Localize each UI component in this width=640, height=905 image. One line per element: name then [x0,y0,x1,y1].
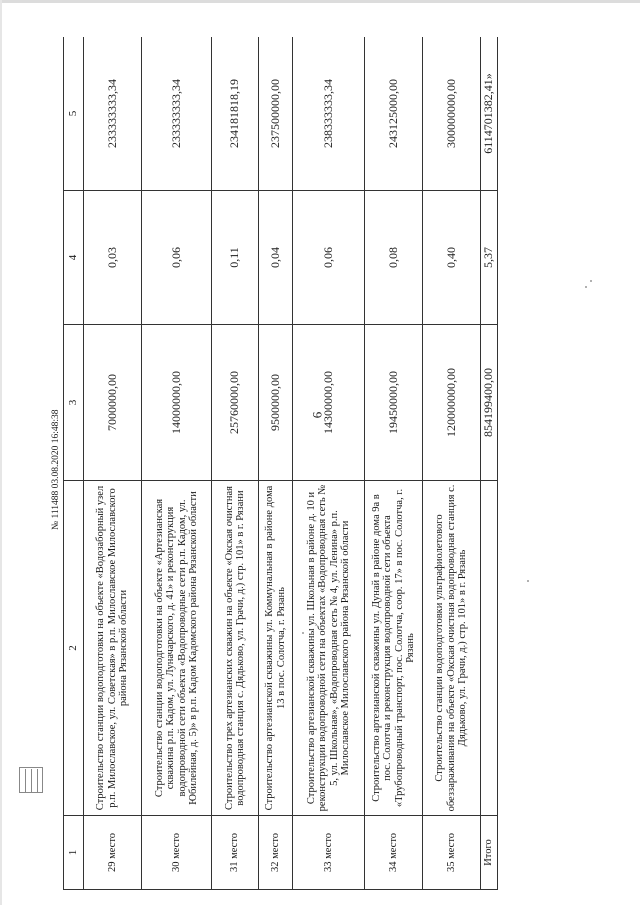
coef-cell: 0,11 [212,191,259,325]
table-row [259,37,293,890]
rotated-table-frame [63,37,500,890]
column-header: 3 [64,325,84,481]
place-cell: 29 место [84,816,142,890]
scan-edge [0,0,640,3]
total-cell: 243125000,00 [365,37,423,191]
place-cell: 33 место [293,816,365,890]
scan-speck [527,580,529,582]
column-header: 5 [64,37,84,191]
amount-cell: 14000000,00 [142,325,212,481]
stamp-line [31,769,32,793]
place-cell: 31 место [212,816,259,890]
place-cell: 35 место [423,816,481,890]
description-cell: Строительство артезианской скважины ул. Дунай в районе дома 9а в пос. Солотча и реконструкция водопроводной сети объекта «Трубопроводный транспорт, пос. Солотча, соор. 17» в пос. Солотча, г. Рязань [365,481,423,816]
coef-cell: 5,37 [481,191,498,325]
amount-cell: 19450000,00 [365,325,423,481]
total-cell: 233333333,34 [142,37,212,191]
amount-cell: 25760000,00 [212,325,259,481]
table-row [212,37,259,890]
scan-speck [302,632,304,634]
total-cell: 6114701382,41» [481,37,498,191]
description-cell: Строительство станции водоподготовки на объекте «Артезианская скважина р.п. Кадом, ул. Луначарского, д. 41» и реконструкция водопроводной сети объекта «Водопроводные сети р.п. Кадом, ул. Юбилейная, д. 5)» в р.п. Кадом Кадомского района Рязанской области [142,481,212,816]
scan-speck [590,280,592,282]
table-row [365,37,423,890]
scan-edge [0,0,2,905]
amount-cell: 854199400,00 [481,325,498,481]
table-row [423,37,481,890]
coef-cell: 0,06 [142,191,212,325]
total-label: Итого [481,816,498,890]
description-cell: Строительство трех артезианских скважин на объекте «Окская очистная водопроводная станция с. Дядьково, ул. Грачи, д.) стр. 101» в г. Рязани [212,481,259,816]
description-cell: Строительство артезианской скважины ул. Коммунальная в районе дома 13 в пос. Солотча, г. Рязань [259,481,293,816]
table-container [63,37,500,890]
description-cell: Строительство станции водоподготовки ультрафиолетового обеззараживания на объекте «Окская очистная водопроводная станция с. Дядьково, ул. Грачи, д.) стр. 101» в г. Рязань [423,481,481,816]
column-header: 1 [64,816,84,890]
place-cell: 30 место [142,816,212,890]
column-header: 2 [64,481,84,816]
total-cell: 233333333,34 [84,37,142,191]
coef-cell: 0,40 [423,191,481,325]
stamp-line [25,769,26,793]
column-header: 4 [64,191,84,325]
total-cell: 237500000,00 [259,37,293,191]
amount-cell: 9500000,00 [259,325,293,481]
barcode-stamp [9,767,49,797]
amount-cell: 7000000,00 [84,325,142,481]
stamp-line [37,769,38,793]
description-cell: Строительство артезианской скважины ул. Школьная в районе д. 10 и реконструкции водопроводной сети на объектах «Водопроводная сеть № 5, ул. Школьная», «Водопроводная сеть № 4, ул. Ленина» р.п. Милославское Милославского района Рязанской области [293,481,365,816]
place-cell: 32 место [259,816,293,890]
coef-cell: 0,03 [84,191,142,325]
coef-cell: 0,04 [259,191,293,325]
table-row [293,37,365,890]
document-registration-note: № 111488 03.08.2020 16:48:38 [51,409,61,530]
empty-cell [481,481,498,816]
amount-cell: 120000000,00 [423,325,481,481]
scan-speck [585,286,587,288]
data-table [63,37,498,890]
coef-cell: 0,08 [365,191,423,325]
table-row [84,37,142,890]
amount-cell: 14300000,00 [293,325,365,481]
header-row [64,37,84,890]
total-cell: 300000000,00 [423,37,481,191]
coef-cell: 0,06 [293,191,365,325]
table-row [142,37,212,890]
place-cell: 34 место [365,816,423,890]
description-cell: Строительство станции водоподготовки на объекте «Водозаборный узел р.п. Милославское, ул. Советская» в р.п. Милославское Милославского района Рязанской области [84,481,142,816]
total-cell: 238333333,34 [293,37,365,191]
total-row [481,37,498,890]
page-number: 6 [309,411,325,419]
total-cell: 234181818,19 [212,37,259,191]
